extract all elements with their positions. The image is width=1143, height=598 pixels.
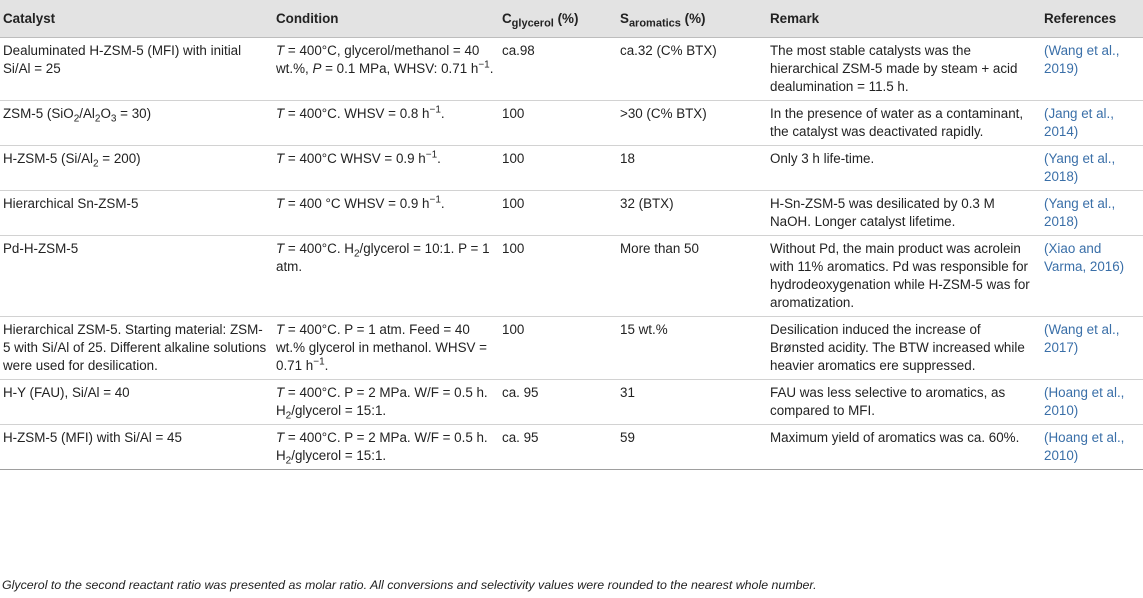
cell-condition: T = 400°C. $H_2$/glycerol = 10:1. P = 1 atm. — [272, 236, 498, 317]
cell-catalyst: Dealuminated H-ZSM-5 (MFI) with initial Si/Al = 25 — [0, 38, 272, 101]
table-row — [0, 101, 1143, 146]
cell-conversion: ca. 95 — [498, 380, 616, 425]
table-row — [0, 38, 1143, 101]
cell-condition: T = 400°C. P = 1 atm. Feed = 40 wt.% glycerol in methanol. WHSV = 0.71 $h^{-1}$. — [272, 317, 498, 380]
cell-catalyst: ZSM-5 $(SiO_2/Al_2O_3 = 30)$ — [0, 101, 272, 146]
cell-selectivity: >30 (C% BTX) — [616, 101, 766, 146]
cell-reference[interactable]: (Yang et al., 2018) — [1040, 146, 1143, 191]
cell-conversion: 100 — [498, 146, 616, 191]
cell-conversion: 100 — [498, 236, 616, 317]
cell-selectivity: 32 (BTX) — [616, 191, 766, 236]
cell-remark: In the presence of water as a contaminant, the catalyst was deactivated rapidly. — [766, 101, 1040, 146]
cell-reference[interactable]: (Yang et al., 2018) — [1040, 191, 1143, 236]
cell-selectivity: 31 — [616, 380, 766, 425]
table-row — [0, 146, 1143, 191]
cell-remark: Desilication induced the increase of Brønsted acidity. The BTW increased while heavier aromatics ere suppressed. — [766, 317, 1040, 380]
cell-condition: T = 400°C. P = 2 MPa. W/F = 0.5 h. $H_2$/glycerol = 15:1. — [272, 380, 498, 425]
cell-conversion: 100 — [498, 317, 616, 380]
cell-conversion: ca.98 — [498, 38, 616, 101]
table-row — [0, 191, 1143, 236]
cell-reference[interactable]: (Hoang et al., 2010) — [1040, 380, 1143, 425]
cell-condition: T = 400 °C WHSV = 0.9 $h^{-1}$. — [272, 191, 498, 236]
cell-catalyst: Hierarchical ZSM-5. Starting material: ZSM-5 with Si/Al of 25. Different alkaline solutions were used for desilication. — [0, 317, 272, 380]
cell-remark: Only 3 h life-time. — [766, 146, 1040, 191]
cell-condition: T = 400°C. WHSV = 0.8 $h^{-1}$. — [272, 101, 498, 146]
header-remark: Remark — [766, 0, 1040, 38]
cell-conversion: 100 — [498, 101, 616, 146]
cell-reference[interactable]: (Xiao and Varma, 2016) — [1040, 236, 1143, 317]
header-catalyst: Catalyst — [0, 0, 272, 38]
cell-condition: T = 400°C, glycerol/methanol = 40 wt.%, P = 0.1 MPa, WHSV: 0.71 $h^{-1}$. — [272, 38, 498, 101]
cell-selectivity: More than 50 — [616, 236, 766, 317]
cell-reference[interactable]: (Hoang et al., 2010) — [1040, 425, 1143, 470]
cell-remark: Without Pd, the main product was acrolein with 11% aromatics. Pd was responsible for hydrodeoxygenation while H-ZSM-5 was for aromatization. — [766, 236, 1040, 317]
table-row — [0, 236, 1143, 317]
header-condition: Condition — [272, 0, 498, 38]
cell-condition: T = 400°C. P = 2 MPa. W/F = 0.5 h. $H_2$/glycerol = 15:1. — [272, 425, 498, 470]
header-row — [0, 0, 1143, 38]
cell-condition: T = 400°C WHSV = 0.9 $h^{-1}$. — [272, 146, 498, 191]
cell-remark: FAU was less selective to aromatics, as compared to MFI. — [766, 380, 1040, 425]
cell-reference[interactable]: (Jang et al., 2014) — [1040, 101, 1143, 146]
table-row — [0, 380, 1143, 425]
cell-selectivity: 18 — [616, 146, 766, 191]
header-selectivity: $S_{aromatics}$ (%) — [616, 0, 766, 38]
cell-catalyst: Hierarchical Sn-ZSM-5 — [0, 191, 272, 236]
table-row — [0, 425, 1143, 470]
cell-selectivity: 59 — [616, 425, 766, 470]
cell-catalyst: H-Y (FAU), Si/Al = 40 — [0, 380, 272, 425]
cell-remark: The most stable catalysts was the hierarchical ZSM-5 made by steam + acid dealumination = 11.5 h. — [766, 38, 1040, 101]
cell-catalyst: H-ZSM-5 (MFI) with Si/Al = 45 — [0, 425, 272, 470]
cell-reference[interactable]: (Wang et al., 2019) — [1040, 38, 1143, 101]
cell-remark: H-Sn-ZSM-5 was desilicated by 0.3 M NaOH. Longer catalyst lifetime. — [766, 191, 1040, 236]
cell-catalyst: H-ZSM-5 $(Si/Al_2 = 200)$ — [0, 146, 272, 191]
header-conversion: $C_{glycerol}$ (%) — [498, 0, 616, 38]
cell-catalyst: Pd-H-ZSM-5 — [0, 236, 272, 317]
cell-selectivity: 15 wt.% — [616, 317, 766, 380]
cell-reference[interactable]: (Wang et al., 2017) — [1040, 317, 1143, 380]
cell-remark: Maximum yield of aromatics was ca. 60%. — [766, 425, 1040, 470]
cell-conversion: 100 — [498, 191, 616, 236]
cell-conversion: ca. 95 — [498, 425, 616, 470]
table-footnote: Glycerol to the second reactant ratio was presented as molar ratio. All conversions and selectivity values were rounded to the nearest whole number. — [2, 578, 817, 592]
table-row — [0, 317, 1143, 380]
header-references: References — [1040, 0, 1143, 38]
cell-selectivity: ca.32 (C% BTX) — [616, 38, 766, 101]
